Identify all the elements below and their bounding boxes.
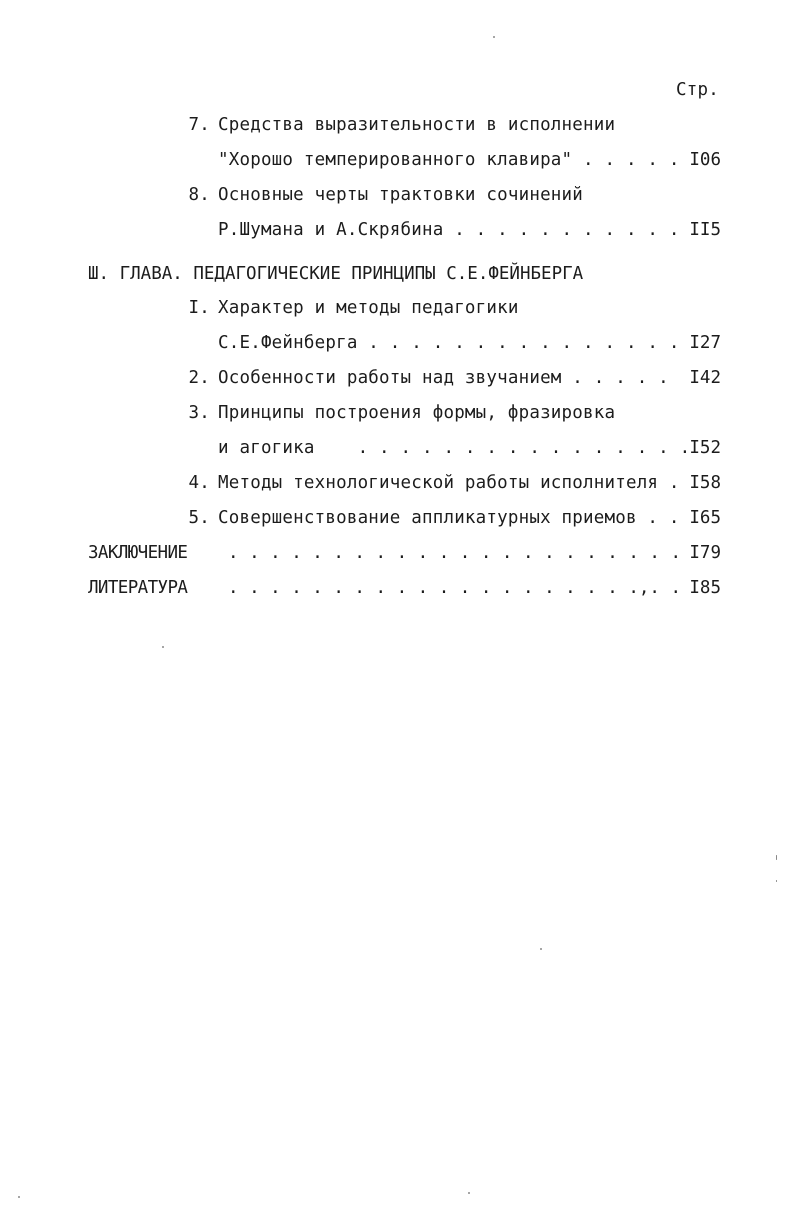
scan-speck bbox=[540, 948, 542, 950]
toc-entry-number: 2. bbox=[188, 368, 210, 388]
toc-page-number: I65 bbox=[689, 508, 721, 528]
toc-page-number: I79 bbox=[689, 543, 721, 563]
toc-entry-7 bbox=[176, 114, 615, 136]
toc-entry-title-continued: С.Е.Фейнберга . . . . . . . . . . . . . . . bbox=[218, 333, 680, 353]
toc-entry-title: Средства выразительности в исполнении bbox=[218, 115, 616, 135]
toc-entry-title-continued: "Хорошо темперированного клавира" . . . . . bbox=[218, 150, 680, 170]
toc-entry-title-continued: Р.Шумана и А.Скрябина . . . . . . . . . . . bbox=[218, 220, 680, 240]
toc-entry-title: Принципы построения формы, фразировка bbox=[218, 403, 616, 423]
toc-entry-title: Методы технологической работы исполнителя . bbox=[218, 473, 680, 493]
toc-entry-title: Совершенствование аппликатурных приемов . . bbox=[218, 508, 680, 528]
toc-entry-number: 4. bbox=[188, 473, 210, 493]
toc-entry-number: 8. bbox=[188, 185, 210, 205]
toc-entry-number: 3. bbox=[188, 403, 210, 423]
toc-entry-title: Особенности работы над звучанием . . . . . bbox=[218, 368, 669, 388]
toc-page-number: I06 bbox=[689, 150, 721, 170]
toc-section-literature: ЛИТЕРАТУРА bbox=[88, 578, 188, 598]
toc-entry-8 bbox=[176, 184, 583, 206]
scan-speck bbox=[468, 1192, 470, 1194]
toc-entry-2 bbox=[176, 367, 669, 389]
scan-speck bbox=[776, 855, 777, 860]
toc-dot-leader: . . . . . . . . . . . . . . . . . . . .,. . bbox=[228, 578, 682, 598]
toc-entry-4 bbox=[176, 472, 680, 494]
toc-entry-title: Основные черты трактовки сочинений bbox=[218, 185, 584, 205]
toc-dot-leader: . . . . . . . . . . . . . . . . . . . . . . bbox=[228, 543, 682, 563]
toc-entry-number: I. bbox=[188, 298, 210, 318]
chapter-heading: Ш. ГЛАВА. ПЕДАГОГИЧЕСКИЕ ПРИНЦИПЫ С.Е.ФЕЙНБЕРГА bbox=[88, 264, 584, 284]
scan-speck bbox=[162, 646, 164, 648]
toc-entry-number: 7. bbox=[188, 115, 210, 135]
page-column-label: Стр. bbox=[676, 80, 719, 100]
toc-entry-1 bbox=[176, 297, 519, 319]
toc-section-conclusion: ЗАКЛЮЧЕНИЕ bbox=[88, 543, 188, 563]
toc-entry-number: 5. bbox=[188, 508, 210, 528]
toc-entry-5 bbox=[176, 507, 680, 529]
toc-page-number: I52 bbox=[689, 438, 721, 458]
toc-entry-title-continued: и агогика . . . . . . . . . . . . . . . . bbox=[218, 438, 691, 458]
toc-page-number: II5 bbox=[689, 220, 721, 240]
toc-page-number: I42 bbox=[689, 368, 721, 388]
toc-page-number: I85 bbox=[689, 578, 721, 598]
scan-speck bbox=[493, 36, 495, 38]
toc-entry-3 bbox=[176, 402, 615, 424]
scan-speck bbox=[776, 880, 777, 882]
toc-page-number: I27 bbox=[689, 333, 721, 353]
scan-speck bbox=[18, 1196, 20, 1198]
toc-entry-title: Характер и методы педагогики bbox=[218, 298, 519, 318]
toc-page-number: I58 bbox=[689, 473, 721, 493]
